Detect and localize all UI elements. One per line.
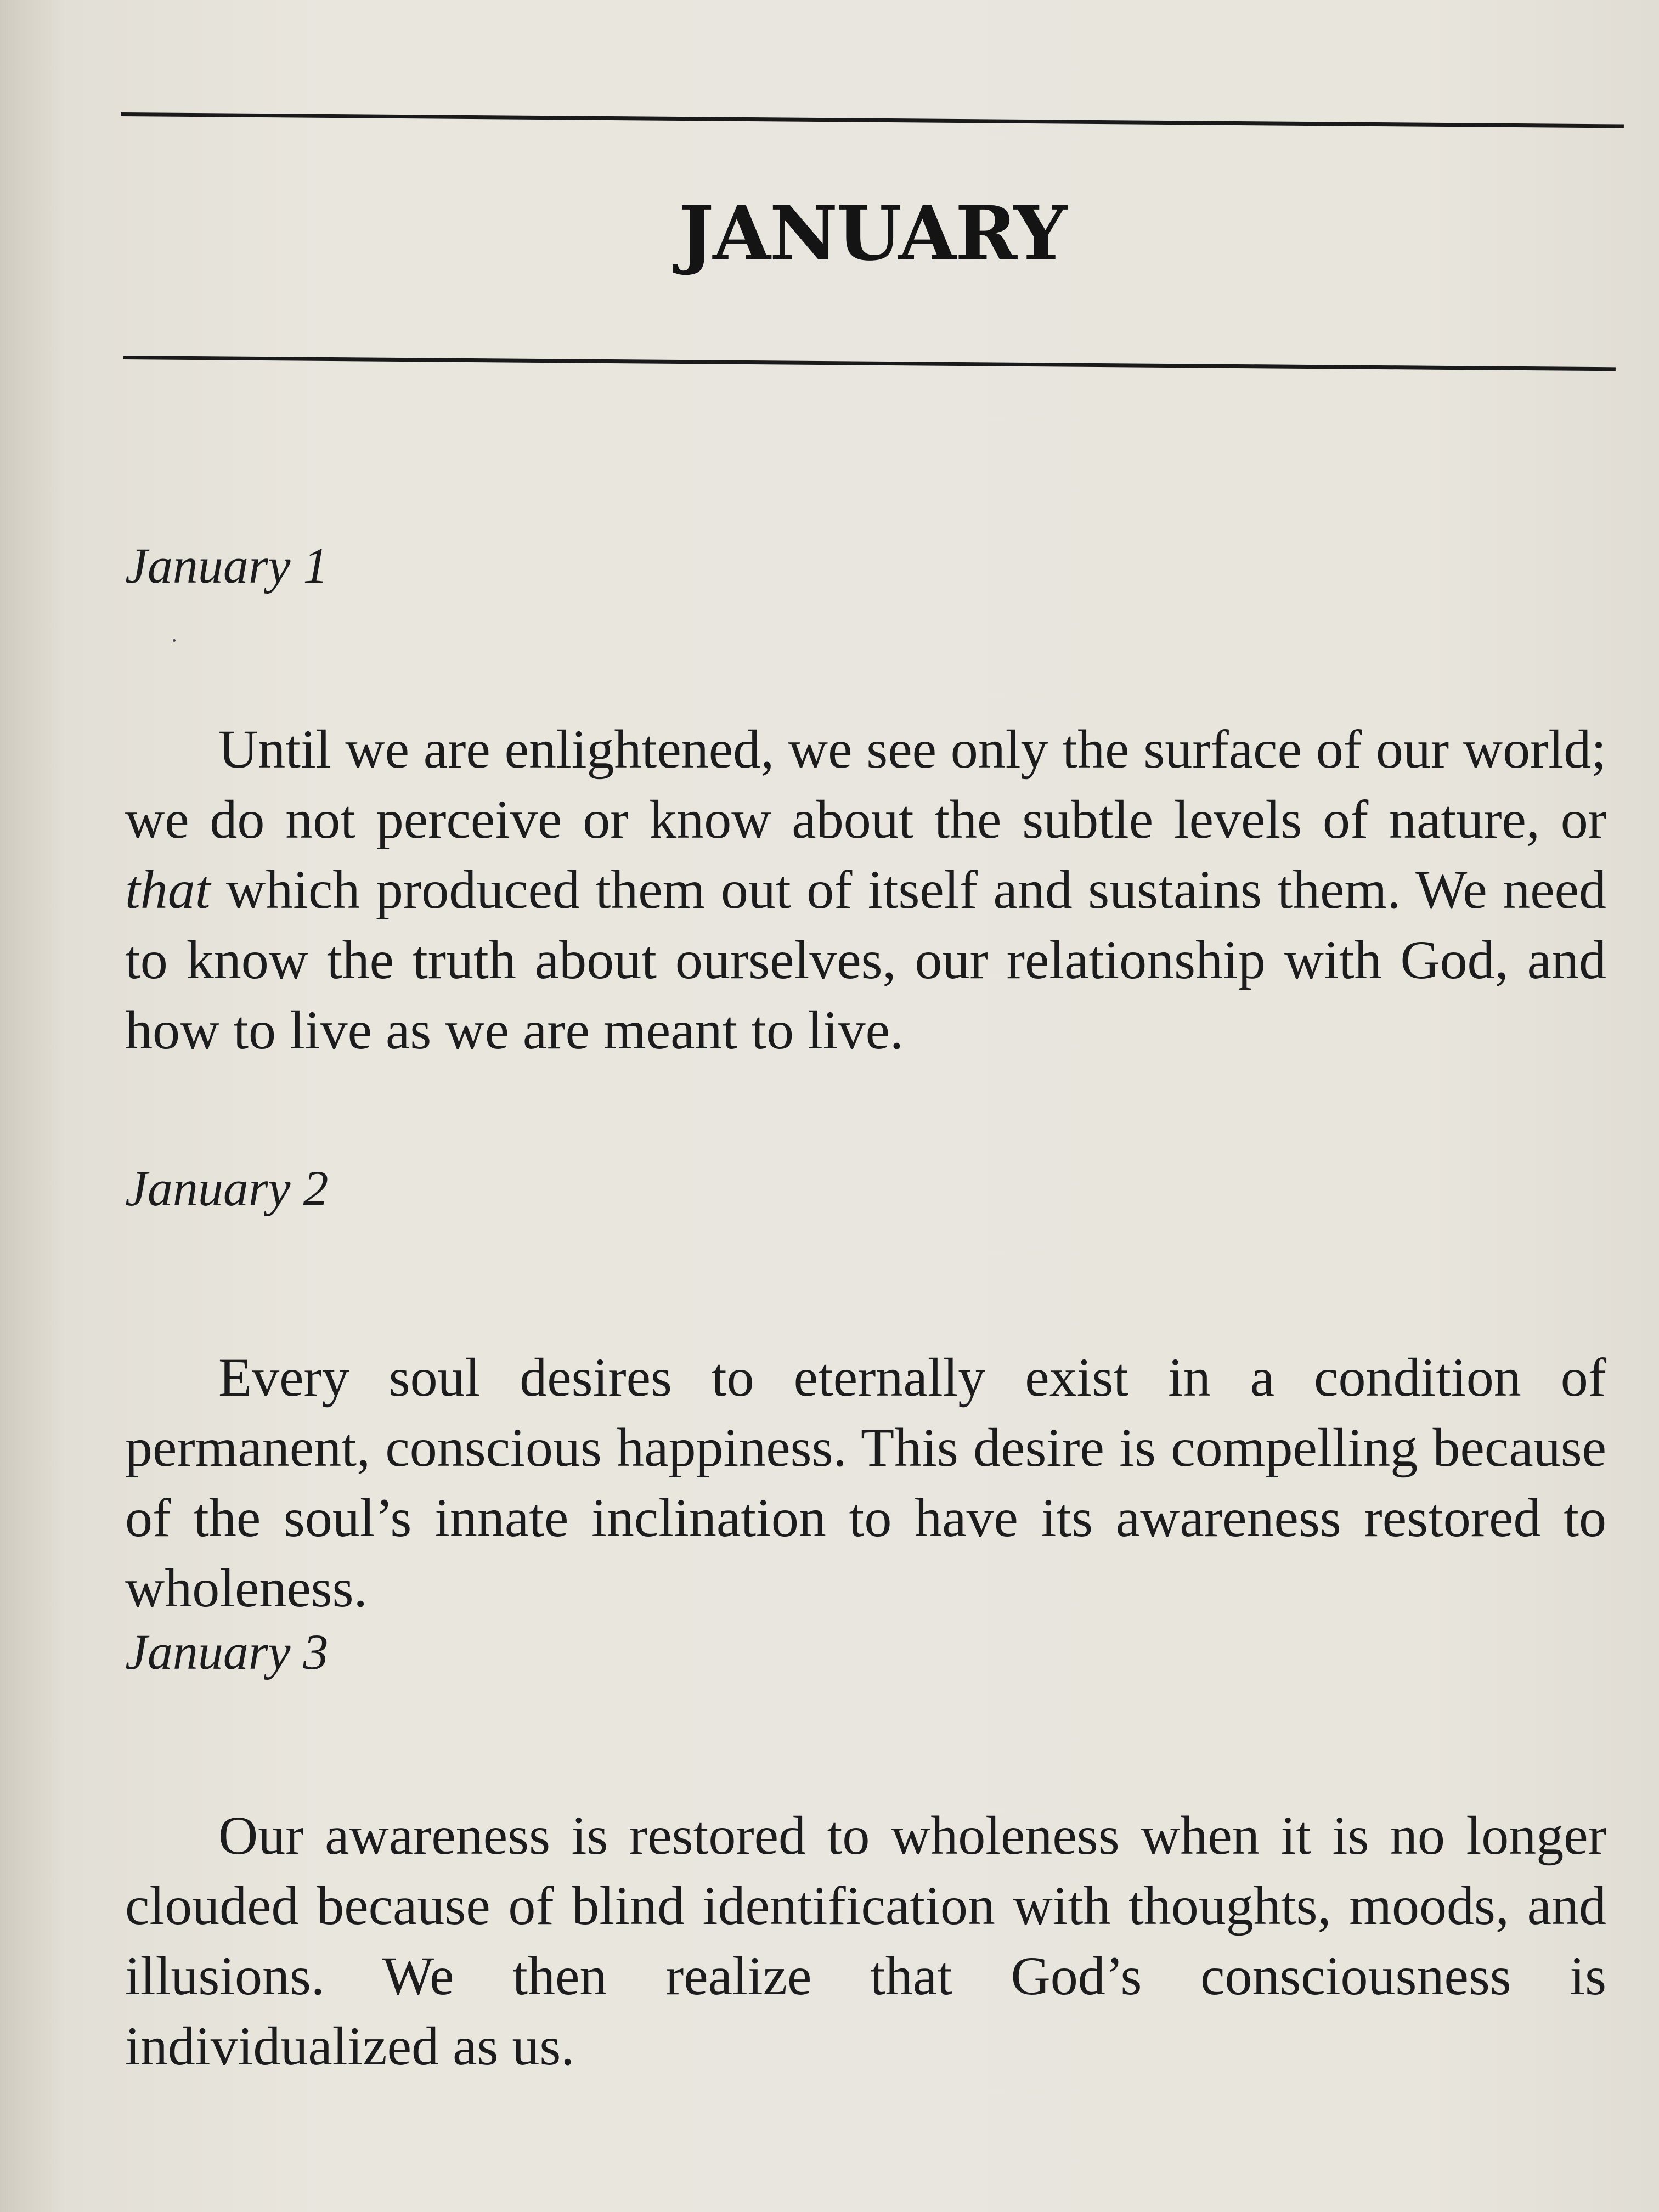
entry-text-italic: that — [125, 859, 211, 920]
entry-january-3 — [125, 1624, 1606, 2081]
entry-text-part: Until we are enlightened, we see only the surface of our world; we do not perceive or know about the subtle levels of nature, or — [125, 719, 1606, 850]
entry-date: January 2 — [125, 1160, 329, 1216]
top-rule — [121, 112, 1624, 128]
entry-january-2 — [125, 1160, 1606, 1623]
entry-text: Every soul desires to eternally exist in a condition of permanent, conscious happiness. This desire is compelling because of the soul’s innate inclination to have its awareness restored to wholeness. — [125, 1347, 1606, 1618]
month-title: JANUARY — [678, 190, 1066, 278]
entry-date: January 1 — [125, 538, 329, 594]
entry-text: Our awareness is restored to wholeness when it is no longer clouded because of blind identification with thoughts, moods, and illusions. We then realize that God’s consciousness is individualized as us. — [125, 1805, 1606, 2076]
entry-text — [125, 714, 1606, 1065]
entry-text-part: which produced them out of itself and sustains them. We need to know the truth about ourselves, our relationship with God, and how to live as we are meant to live. — [125, 859, 1606, 1060]
bottom-rule — [123, 356, 1616, 371]
entry-january-1 — [125, 540, 1606, 1065]
entry-date: January 3 — [125, 1624, 329, 1680]
